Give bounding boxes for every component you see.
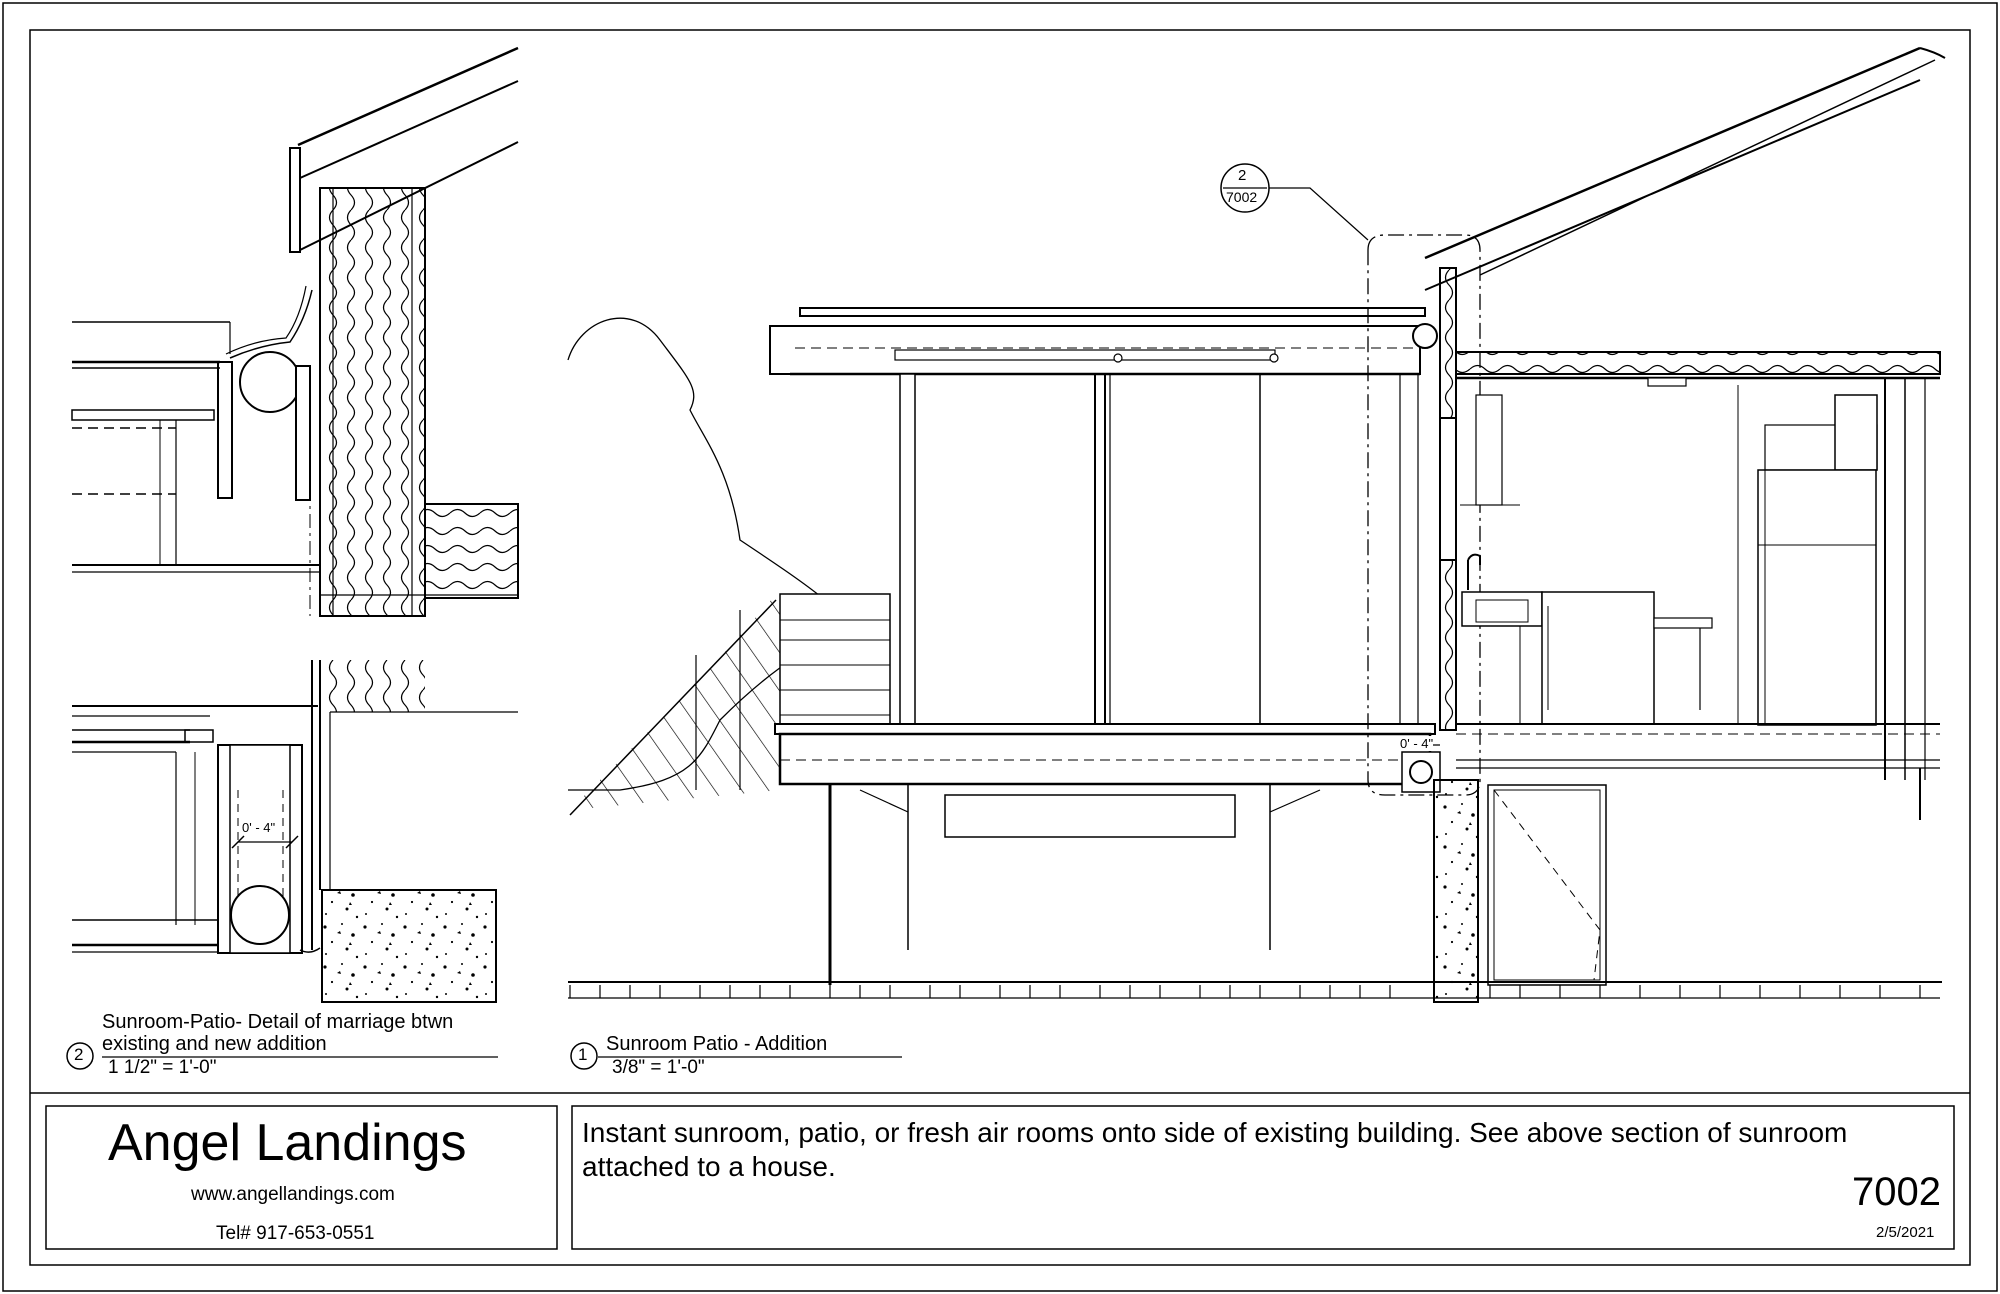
detail-1-title: Sunroom Patio - Addition: [606, 1033, 828, 1055]
company-name: Angel Landings: [108, 1114, 467, 1172]
outer-border: [3, 3, 1997, 1291]
detail-2-drawing: [72, 48, 518, 1002]
detail-2-number: 2: [74, 1045, 84, 1064]
detail-2-dimension: 0' - 4": [242, 820, 276, 835]
detail-1-scale: 3/8" = 1'-0": [612, 1057, 705, 1078]
sheet-description: Instant sunroom, patio, or fresh air rooms onto side of existing building. See above section of sunroom attached to a house.: [582, 1117, 1848, 1182]
detail-1-dimension: 0' - 4": [1400, 736, 1434, 751]
detail-2-title-line2: existing and new addition: [102, 1033, 327, 1055]
company-website[interactable]: www.angellandings.com: [191, 1184, 395, 1205]
callout-detail-number: 2: [1238, 167, 1247, 184]
detail-2-title-line1: Sunroom-Patio- Detail of marriage btwn: [102, 1011, 454, 1033]
sheet-date: 2/5/2021: [1876, 1224, 1935, 1241]
detail-1-number: 1: [578, 1045, 588, 1064]
detail-2-scale: 1 1/2" = 1'-0": [108, 1057, 217, 1078]
sheet-number: 7002: [1852, 1170, 1941, 1214]
company-phone: Tel# 917-653-0551: [216, 1223, 375, 1244]
callout-sheet-number: 7002: [1226, 189, 1258, 205]
